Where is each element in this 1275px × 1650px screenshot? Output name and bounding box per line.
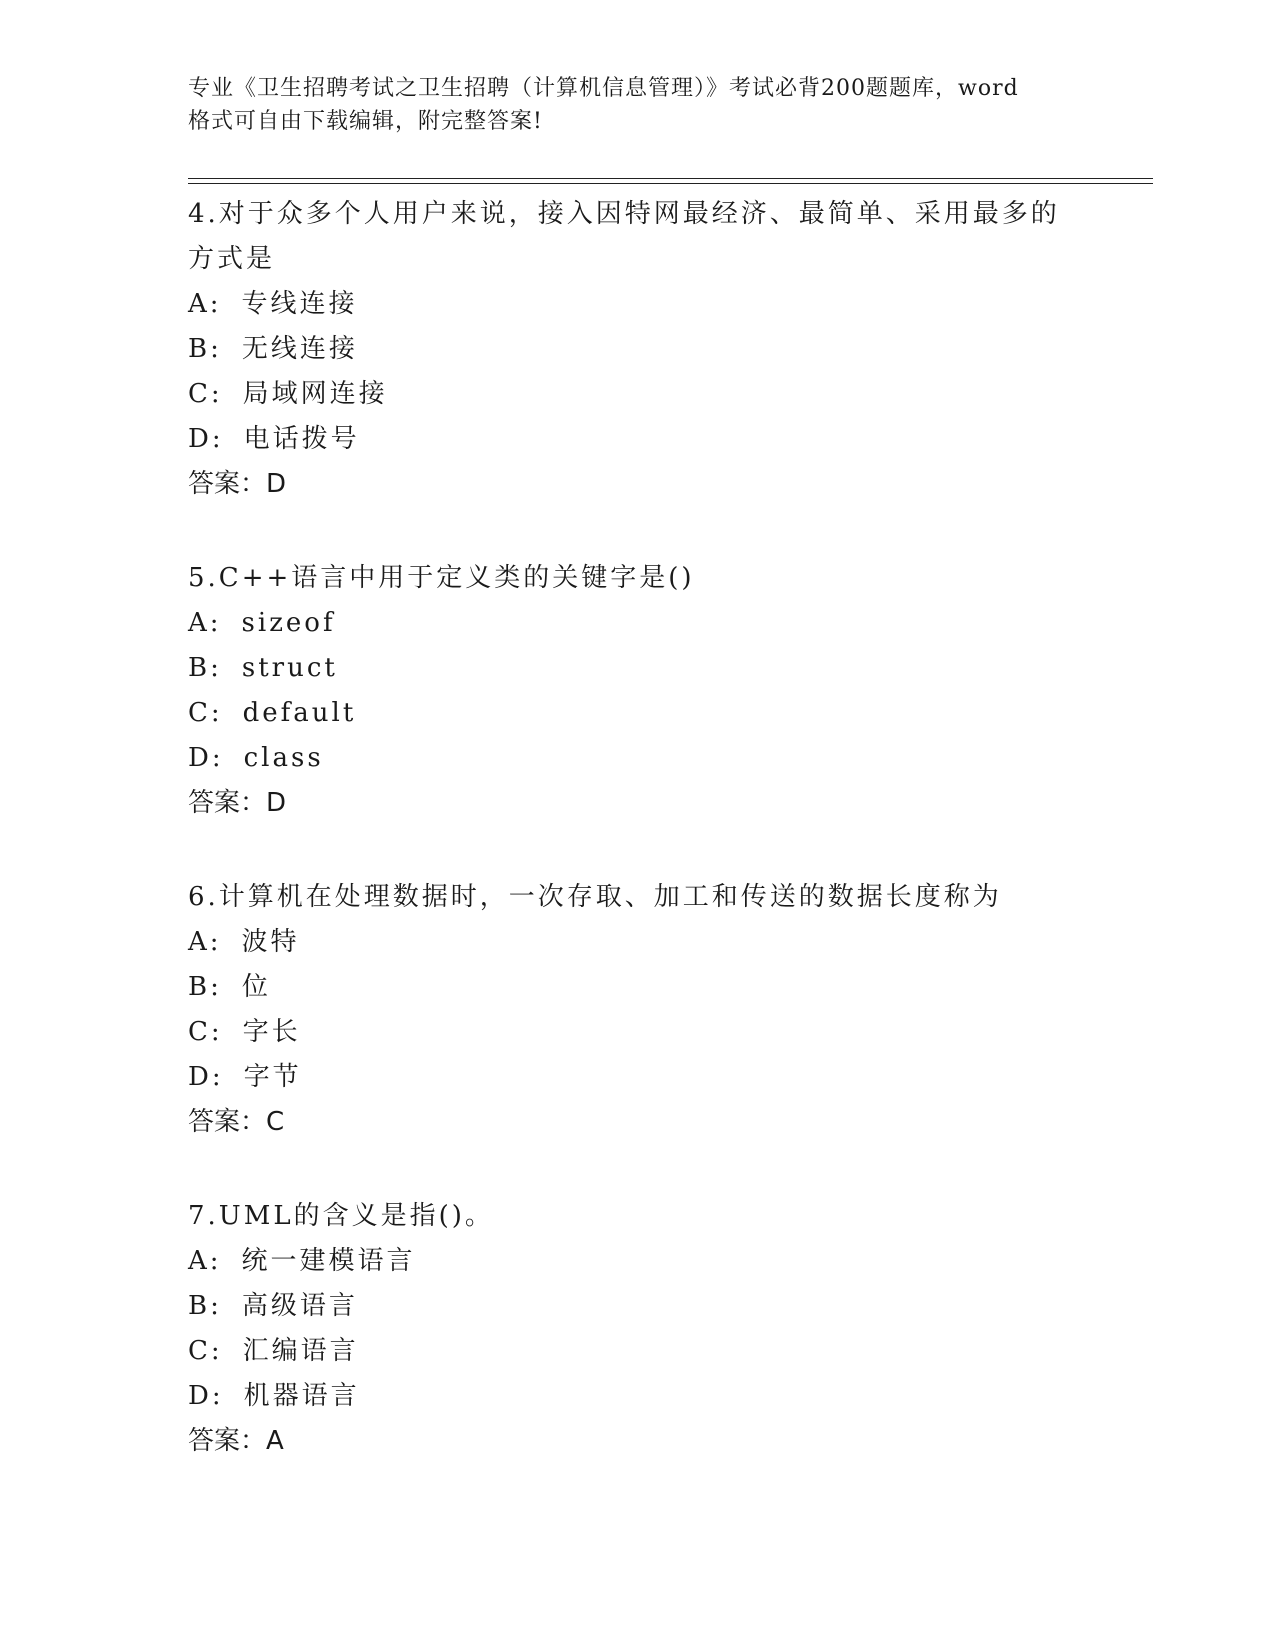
question-list <box>188 192 1153 1463</box>
option-key: B: <box>188 653 222 683</box>
question-text: 5.C++语言中用于定义类的关键字是() <box>188 563 695 593</box>
header-rule-top <box>188 178 1153 179</box>
option-text: sizeof <box>241 608 336 638</box>
answer: 答案：A <box>188 1426 284 1456</box>
option-d <box>188 1055 1153 1100</box>
option-key: A: <box>188 927 222 957</box>
option-key: D: <box>188 1062 224 1092</box>
option-b <box>188 646 1153 691</box>
option-key: C: <box>188 1017 223 1047</box>
option-key: C: <box>188 379 223 409</box>
option-text: 专线连接 <box>241 289 358 319</box>
answer: 答案：D <box>188 469 287 499</box>
question-text: 4.对于众多个人用户来说，接入因特网最经济、最简单、采用最多的 <box>188 199 1060 229</box>
option-a <box>188 601 1153 646</box>
option-c <box>188 1010 1153 1055</box>
option-text: class <box>243 743 324 773</box>
question-5 <box>188 556 1153 825</box>
option-key: B: <box>188 972 222 1002</box>
header-line-2: 格式可自由下载编辑，附完整答案! <box>188 109 543 134</box>
option-key: A: <box>188 1246 222 1276</box>
header-line-1: 专业《卫生招聘考试之卫生招聘（计算机信息管理）》考试必背200题题库，word <box>188 76 1019 101</box>
option-key: A: <box>188 289 222 319</box>
option-text: 字节 <box>243 1062 302 1092</box>
option-b <box>188 965 1153 1010</box>
option-key: D: <box>188 743 224 773</box>
option-text: 电话拨号 <box>243 424 360 454</box>
option-text: 波特 <box>241 927 300 957</box>
document-page <box>188 72 1153 1456</box>
option-key: D: <box>188 424 224 454</box>
option-text: 统一建模语言 <box>241 1246 416 1276</box>
option-key: C: <box>188 1336 223 1366</box>
option-a <box>188 282 1153 327</box>
option-text: default <box>242 698 357 728</box>
option-d <box>188 417 1153 462</box>
option-text: 位 <box>241 972 271 1002</box>
option-d <box>188 736 1153 781</box>
option-b <box>188 327 1153 372</box>
option-b <box>188 1284 1153 1329</box>
question-text-continued: 方式是 <box>188 244 276 274</box>
option-text: 高级语言 <box>241 1291 358 1321</box>
option-key: C: <box>188 698 223 728</box>
question-6 <box>188 875 1153 1144</box>
option-d <box>188 1374 1153 1419</box>
question-4 <box>188 192 1153 506</box>
option-c <box>188 691 1153 736</box>
option-c <box>188 1329 1153 1374</box>
option-text: 无线连接 <box>241 334 358 364</box>
option-key: B: <box>188 1291 222 1321</box>
option-c <box>188 372 1153 417</box>
option-text: 字长 <box>242 1017 301 1047</box>
answer: 答案：D <box>188 788 287 818</box>
answer: 答案：C <box>188 1107 285 1137</box>
option-a <box>188 1239 1153 1284</box>
option-text: 局域网连接 <box>242 379 388 409</box>
option-key: A: <box>188 608 222 638</box>
option-text: struct <box>241 653 338 683</box>
option-text: 机器语言 <box>243 1381 360 1411</box>
option-text: 汇编语言 <box>242 1336 359 1366</box>
option-key: D: <box>188 1381 224 1411</box>
option-a <box>188 920 1153 965</box>
header-rule-bottom <box>188 183 1153 184</box>
question-text: 6.计算机在处理数据时，一次存取、加工和传送的数据长度称为 <box>188 882 1002 912</box>
question-text: 7.UML的含义是指()。 <box>188 1201 494 1231</box>
option-key: B: <box>188 334 222 364</box>
question-7 <box>188 1194 1153 1463</box>
